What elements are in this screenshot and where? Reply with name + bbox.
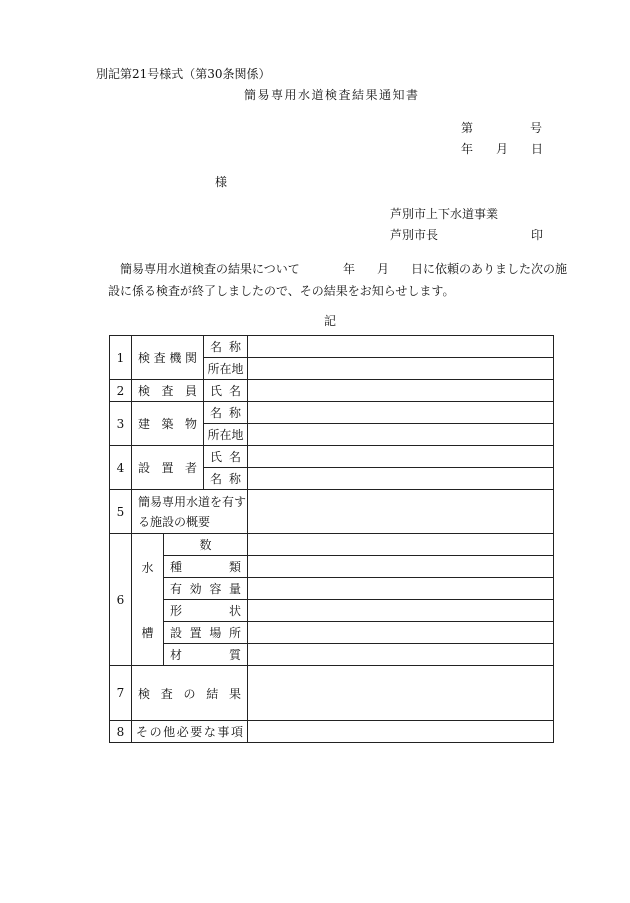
body-year-label: 年: [343, 262, 356, 276]
ki-heading: 記: [324, 314, 337, 328]
table-row: [110, 721, 554, 743]
value-cell: [248, 358, 554, 380]
value-cell: [248, 402, 554, 424]
document-title: 簡易専用水道検査結果通知書: [244, 88, 420, 102]
label-installer: 設 置 者: [132, 446, 204, 490]
table-row: [110, 578, 554, 600]
sublabel-name: 名 称: [204, 468, 248, 490]
body-month-label: 月: [377, 262, 390, 276]
seal-mark: 印: [531, 228, 544, 242]
form-number-label: 別記第21号様式（第30条関係）: [96, 67, 271, 81]
sublabel-address: 所在地: [204, 358, 248, 380]
table-row: [110, 380, 554, 402]
value-cell: [248, 556, 554, 578]
value-cell: [248, 424, 554, 446]
label-installation-place: 設 置 場 所: [164, 622, 248, 644]
table-row: [110, 534, 554, 556]
issuer-organization: 芦別市上下水道事業: [390, 207, 499, 221]
row-number: 3: [110, 402, 132, 446]
value-cell: [248, 600, 554, 622]
row-number: 5: [110, 490, 132, 534]
label-inspection-result: 検 査 の 結 果: [132, 666, 248, 721]
value-cell: [248, 721, 554, 743]
sublabel-person-name: 氏 名: [204, 380, 248, 402]
addressee-suffix: 様: [215, 175, 228, 189]
value-cell: [248, 380, 554, 402]
value-cell: [248, 534, 554, 556]
table-row: [110, 446, 554, 468]
label-building: 建 築 物: [132, 402, 204, 446]
label-material: 材 質: [164, 644, 248, 666]
table-row: [110, 402, 554, 424]
value-cell: [248, 446, 554, 468]
table-row: [110, 490, 554, 534]
number-prefix: 第: [461, 121, 474, 135]
issuer-name: 芦別市長: [390, 228, 439, 242]
date-year-label: 年: [461, 142, 474, 156]
table-row: [110, 666, 554, 721]
date-day-label: 日: [531, 142, 544, 156]
value-cell: [248, 336, 554, 358]
sublabel-name: 名 称: [204, 402, 248, 424]
sublabel-name: 名 称: [204, 336, 248, 358]
table-row: [110, 622, 554, 644]
body-text-line1: 簡易専用水道検査の結果について: [120, 262, 300, 276]
row-number: 8: [110, 721, 132, 743]
label-inspector: 検 査 員: [132, 380, 204, 402]
value-cell: [248, 578, 554, 600]
label-tank-count: 数: [164, 534, 248, 556]
inspection-result-table: [109, 335, 554, 743]
sublabel-person-name: 氏 名: [204, 446, 248, 468]
row-number: 7: [110, 666, 132, 721]
value-cell: [248, 666, 554, 721]
row-number: 4: [110, 446, 132, 490]
table-row: [110, 600, 554, 622]
label-inspection-agency: 検 査 機 関: [132, 336, 204, 380]
row-number: 2: [110, 380, 132, 402]
row-number: 6: [110, 534, 132, 666]
row-number: 1: [110, 336, 132, 380]
label-shape: 形 状: [164, 600, 248, 622]
table-row: [110, 556, 554, 578]
label-facility-overview: 簡易専用水道を有す る施設の概要: [132, 490, 248, 534]
table-row: [110, 644, 554, 666]
sublabel-address: 所在地: [204, 424, 248, 446]
value-cell: [248, 490, 554, 534]
value-cell: [248, 644, 554, 666]
body-text-line1-rest: 日に依頼のありました次の施: [411, 262, 568, 276]
value-cell: [248, 622, 554, 644]
label-other-matters: そ の 他 必 要 な 事 項: [132, 721, 248, 743]
date-month-label: 月: [496, 142, 509, 156]
value-cell: [248, 468, 554, 490]
label-tank-kind: 種 類: [164, 556, 248, 578]
table-row: [110, 336, 554, 358]
body-text-line2: 設に係る検査が終了しましたので、その結果をお知らせします。: [108, 284, 455, 298]
label-effective-capacity: 有 効 容 量: [164, 578, 248, 600]
number-suffix: 号: [530, 121, 543, 135]
label-water-tank: 水 槽: [132, 534, 164, 666]
